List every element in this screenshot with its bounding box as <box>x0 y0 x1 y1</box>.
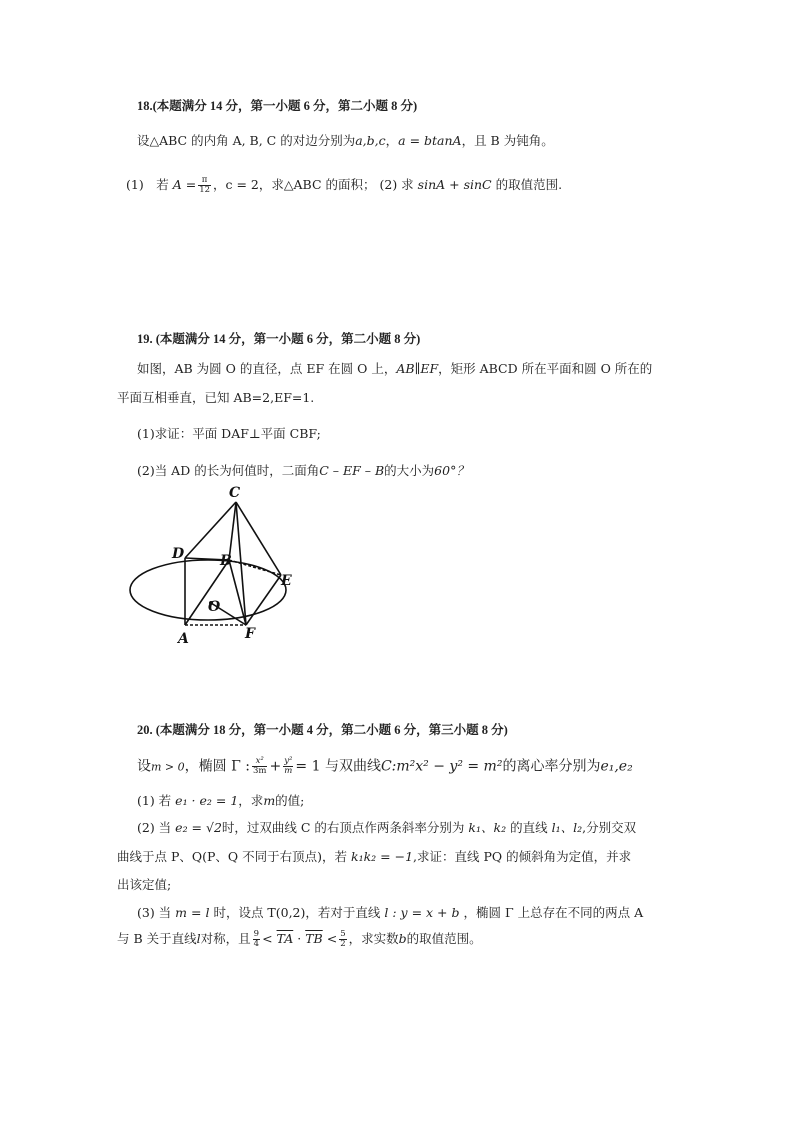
q19-text: (2)当 AD 的长为何值时，二面角 <box>137 463 320 478</box>
q20-text: ，求实数 <box>348 931 399 946</box>
q20-m: m > 0 <box>151 760 185 774</box>
q20-part3-line2 <box>117 930 482 949</box>
q20-text: ，椭圆 Γ : <box>184 758 250 775</box>
label-A: A <box>178 631 189 645</box>
q20-text: (1) 若 <box>137 793 172 808</box>
q20-lt: < <box>326 931 338 946</box>
q20-text: 时，过双曲线 C 的右顶点作两条斜率分别为 <box>221 820 465 835</box>
q20-p1-expr: e₁ · e₂ = 1 <box>175 793 239 808</box>
q19-text: 如图，AB 为圆 O 的直径，点 EF 在圆 O 上， <box>137 361 397 376</box>
q20-text: 的离心率分别为 <box>502 758 601 775</box>
q20-text: 与双曲线 <box>324 758 381 775</box>
q20-p2-expr: e₂ = √2 <box>175 820 222 835</box>
q19-dihedral: C – EF – B <box>319 463 385 478</box>
q20-text: ，求 <box>238 793 264 808</box>
q20-part1 <box>137 792 304 810</box>
q19-part1: (1)求证：平面 DAF⊥平面 CBF; <box>137 426 321 441</box>
q18-fraction: $\frac{\pi}{12}$ <box>199 175 211 195</box>
label-E: E <box>281 573 292 589</box>
label-F: F <box>245 626 255 642</box>
q19-text: ，矩形 ABCD 所在平面和圆 O 所在的 <box>438 361 653 376</box>
q18-line1 <box>137 132 554 150</box>
q20-text: 的取值范围。 <box>406 931 482 946</box>
edge-EF <box>246 575 281 625</box>
edge-CE <box>236 502 281 575</box>
q19-header: 19. (本题满分 14 分，第一小题 6 分，第二小题 8 分) <box>137 332 421 346</box>
q18-part1-text: ，c = 2，求△ABC 的面积； <box>213 177 376 192</box>
q18-part1-label: (1) 若 <box>126 177 169 192</box>
q20-p2-k: k₁、k₂ <box>468 820 507 835</box>
q20-text: 时，设点 T(0,2)，若对于直线 <box>213 905 381 920</box>
q20-text: 曲线于点 P、Q(P、Q 不同于右顶点)，若 <box>117 849 348 864</box>
q20-lt: < <box>262 931 273 946</box>
q20-text: 的直线 <box>510 820 548 835</box>
label-O: O <box>208 599 221 615</box>
q20-text: 的值; <box>275 793 305 808</box>
q18-part2-expr: sinA + sinC <box>417 177 492 192</box>
q20-text: 设 <box>137 758 151 775</box>
q20-text: (2) 当 <box>137 820 172 835</box>
q20-p3-b: b <box>398 931 407 946</box>
q20-part3-line1 <box>137 904 643 922</box>
q20-ellipse-frac1: $\frac{\text{x²}}{3m}$ <box>252 756 267 776</box>
label-B: B <box>220 553 232 569</box>
q20-text: 与 B 关于直线 <box>117 931 197 946</box>
q20-p2-l: l₁、l₂ <box>551 820 583 835</box>
q20-text: 对称，且 <box>200 931 251 946</box>
q19-text: 的大小为 <box>384 463 435 478</box>
q20-p2-cond: k₁k₂ = −1 <box>351 849 414 864</box>
q20-part2-line3: 出该定值; <box>117 877 172 892</box>
q18-text: 设△ABC 的内角 A, B, C 的对边分别为 <box>137 133 356 148</box>
q20-vec-TA: $\overline{TA}$ <box>276 931 294 946</box>
q19-line1 <box>137 360 652 378</box>
q20-ellipse-eq: = 1 <box>295 758 321 775</box>
q20-vec-TB: $\overline{TB}$ <box>305 931 323 946</box>
q20-p3-line: l : y = x + b <box>384 905 460 920</box>
q18-parts <box>126 176 562 195</box>
q18-text: ， <box>385 133 399 148</box>
q20-p3-frac1: $\frac{9}{4}$ <box>253 929 260 949</box>
q20-line1: 设m > 0，椭圆 Γ : $\frac{\text{x²}}{3m}$ + $\frac{\text{y²}}{m}$ = 1 与双曲线C:m²x² − y² = m²的离心率分别为e₁,e₂ <box>137 756 633 776</box>
q20-header: 20. (本题满分 18 分，第一小题 4 分，第二小题 6 分，第三小题 8 分) <box>137 723 508 737</box>
q20-text: ,求证：直线 PQ 的倾斜角为定值，并求 <box>413 849 632 864</box>
q20-p1-m: m <box>263 793 276 808</box>
edge-AB <box>185 560 229 625</box>
q19-line2: 平面互相垂直，已知 AB=2,EF=1. <box>117 390 315 405</box>
q18-equation: a = btanA <box>398 133 462 148</box>
q19-degree: 60°？ <box>434 463 469 478</box>
label-D: D <box>172 546 185 562</box>
q20-hyperbola: C:m²x² − y² = m² <box>380 758 503 775</box>
q20-p3-frac2: $\frac{5}{2}$ <box>340 929 346 949</box>
q19-geometry-figure <box>128 485 298 645</box>
q20-p3-l: l <box>196 931 201 946</box>
q18-header: 18.(本题满分 14 分，第一小题 6 分，第二小题 8 分) <box>137 99 418 113</box>
label-C: C <box>229 485 241 501</box>
q20-eccentricities: e₁,e₂ <box>600 758 633 775</box>
q20-part2-line2 <box>117 848 631 866</box>
edge-CB <box>229 502 236 560</box>
q18-part2-label: (2) 求 <box>379 177 414 192</box>
q20-part2-line1 <box>137 819 636 837</box>
q20-dot: · <box>297 931 302 946</box>
q20-p3-m: m = l <box>175 905 210 920</box>
q20-text: ，椭圆 Γ 上总存在不同的两点 A <box>463 905 644 920</box>
q19-part2 <box>137 462 469 480</box>
edge-DC <box>185 502 236 558</box>
q20-ellipse-frac2: $\frac{\text{y²}}{m}$ <box>284 756 293 776</box>
q20-text: (3) 当 <box>137 905 172 920</box>
q19-parallel: AB∥EF <box>396 361 439 376</box>
q18-part2-text: 的取值范围. <box>495 177 563 192</box>
q18-vars: a,b,c <box>355 133 386 148</box>
q18-text: ，且 B 为钝角。 <box>461 133 554 148</box>
q18-angle-A: A = <box>172 177 197 192</box>
q20-text: ,分别交双 <box>582 820 637 835</box>
